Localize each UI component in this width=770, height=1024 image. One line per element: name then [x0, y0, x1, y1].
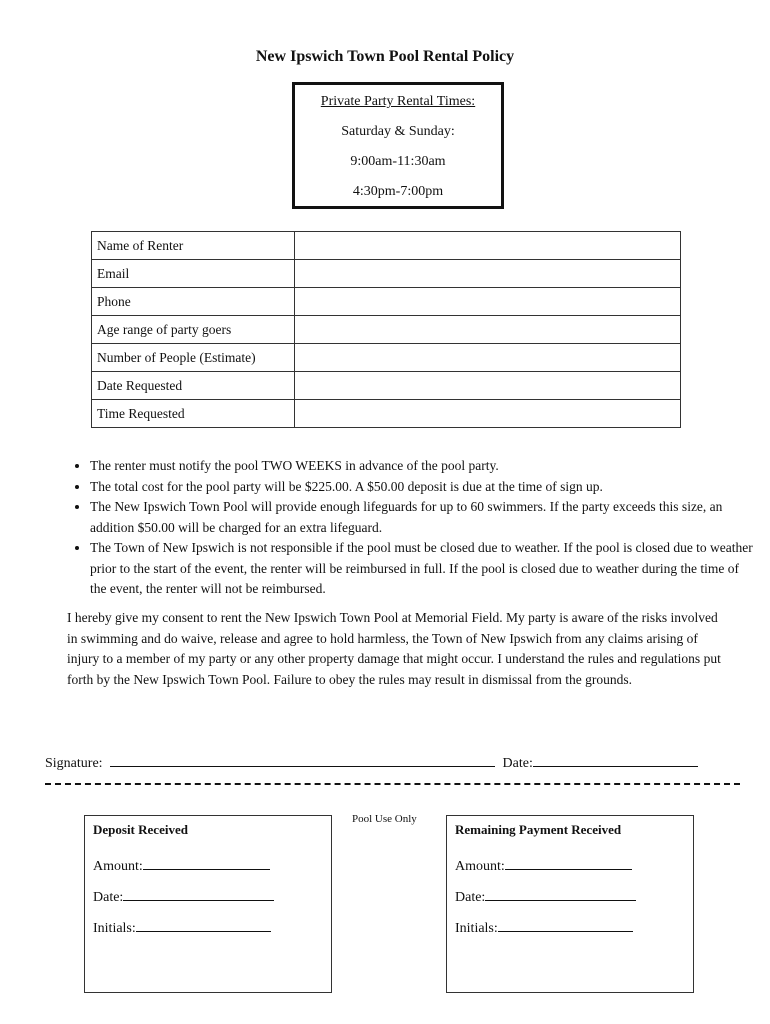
- deposit-box-title: Deposit Received: [93, 822, 188, 837]
- rental-slot-evening: 4:30pm-7:00pm: [352, 184, 444, 199]
- remaining-initials-label: Initials:: [455, 921, 498, 936]
- field-label: Name of Renter: [92, 232, 295, 260]
- rental-days: Saturday & Sunday:: [341, 124, 455, 139]
- remaining-initials-field[interactable]: [498, 918, 633, 932]
- table-row: [92, 316, 681, 344]
- signature-line: [45, 752, 698, 772]
- remaining-amount-label: Amount:: [455, 859, 505, 874]
- cut-line-divider: [45, 783, 740, 785]
- deposit-date-label: Date:: [93, 890, 124, 905]
- remaining-payment-box: [446, 815, 694, 993]
- list-item: • The Town of New Ipswich is not responsible if the pool must be closed due to weather. If the pool is closed due to weather prior to the start of the event, the renter will be reimbursed in full. If the pool is closed due to weather during the time of the event, the renter will not be reimbursed.: [90, 538, 755, 600]
- deposit-date-field[interactable]: [123, 887, 274, 901]
- deposit-initials-label: Initials:: [93, 921, 136, 936]
- date-requested-field[interactable]: [295, 372, 681, 400]
- email-field[interactable]: [295, 260, 681, 288]
- list-item: • The renter must notify the pool TWO WEEKS in advance of the pool party.: [90, 456, 755, 477]
- table-row: [92, 232, 681, 260]
- list-item: • The New Ipswich Town Pool will provide enough lifeguards for up to 60 swimmers. If the party exceeds this size, an addition $50.00 will be charged for an extra lifeguard.: [90, 497, 755, 538]
- field-label: Time Requested: [92, 400, 295, 428]
- phone-field[interactable]: [295, 288, 681, 316]
- rental-slot-morning: 9:00am-11:30am: [350, 154, 446, 169]
- field-label: Email: [92, 260, 295, 288]
- deposit-received-box: [84, 815, 332, 993]
- name-of-renter-field[interactable]: [295, 232, 681, 260]
- field-label: Date Requested: [92, 372, 295, 400]
- remaining-date-field[interactable]: [485, 887, 636, 901]
- table-row: [92, 260, 681, 288]
- field-label: Number of People (Estimate): [92, 344, 295, 372]
- rental-times-header: Private Party Rental Times:: [320, 94, 476, 109]
- date-label: Date:: [502, 756, 533, 771]
- field-label: Age range of party goers: [92, 316, 295, 344]
- deposit-amount-label: Amount:: [93, 859, 143, 874]
- table-row: [92, 372, 681, 400]
- consent-paragraph: I hereby give my consent to rent the New Ipswich Town Pool at Memorial Field. My party is aware of the risks involved in swimming and do waive, release and agree to hold harmless, the Town of New Ipswich from any claims arising of injury to a member of my party or any other property damage that might occur. I understand the rules and regulations put forth by the New Ipswich Town Pool. Failure to obey the rules may result in dismissal from the grounds.: [67, 610, 721, 687]
- remaining-box-title: Remaining Payment Received: [455, 822, 622, 837]
- signature-label: Signature:: [45, 756, 103, 771]
- table-row: [92, 288, 681, 316]
- table-row: [92, 344, 681, 372]
- age-range-field[interactable]: [295, 316, 681, 344]
- deposit-amount-field[interactable]: [143, 856, 270, 870]
- signature-field[interactable]: [110, 752, 495, 767]
- field-label: Phone: [92, 288, 295, 316]
- remaining-date-label: Date:: [455, 890, 486, 905]
- page-title: New Ipswich Town Pool Rental Policy: [255, 48, 515, 65]
- signature-date-field[interactable]: [533, 752, 698, 767]
- rules-list: [66, 456, 755, 600]
- list-item: • The total cost for the pool party will be $225.00. A $50.00 deposit is due at the time of sign up.: [90, 477, 755, 498]
- rental-times-box: [292, 82, 504, 209]
- remaining-amount-field[interactable]: [505, 856, 632, 870]
- table-row: [92, 400, 681, 428]
- number-of-people-field[interactable]: [295, 344, 681, 372]
- time-requested-field[interactable]: [295, 400, 681, 428]
- pool-use-only-label: Pool Use Only: [352, 813, 417, 825]
- renter-info-table: [91, 231, 681, 428]
- deposit-initials-field[interactable]: [136, 918, 271, 932]
